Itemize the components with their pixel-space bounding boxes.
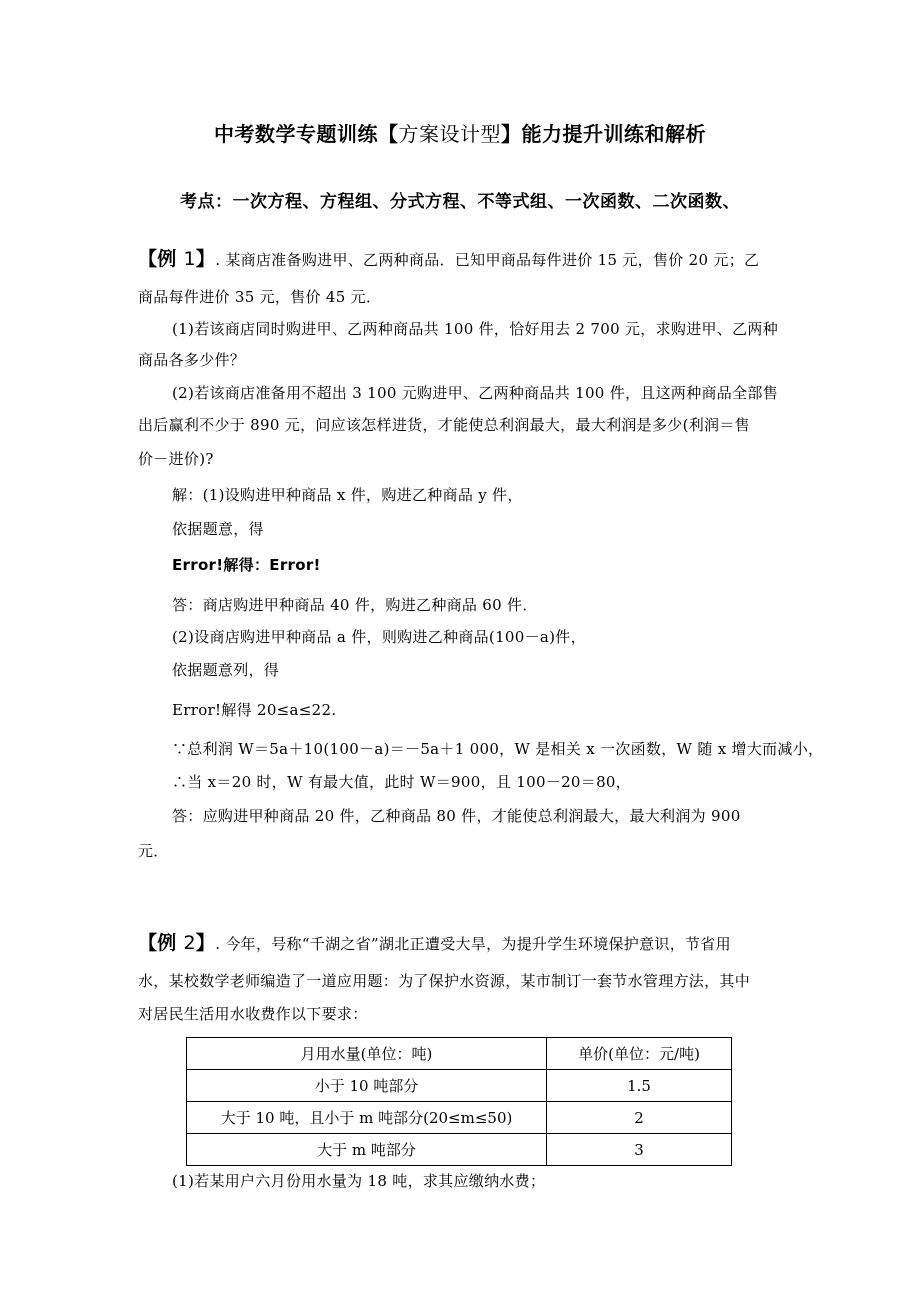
example1-label: 【例 1】: [138, 248, 216, 270]
example2-line-0: 【例 2】. 今年，号称“千湖之省”湖北正遭受大旱，为提升学生环境保护意识，节省用: [138, 932, 731, 954]
title-topic: 方案设计型: [398, 122, 501, 146]
example1-line-6: 价－进价)?: [138, 450, 214, 468]
example1-line-12: 依据题意列，得: [172, 661, 280, 679]
table-header: 单价(单位：元/吨): [547, 1038, 732, 1070]
example1-line-11: (2)设商店购进甲种商品 a 件，则购进乙种商品(100－a)件，: [172, 628, 586, 646]
example1-line-14: ∵总利润 W＝5a＋10(100－a)＝－5a＋1 000，W 是相关 x 一次函数，W 随 x 增大而减小，: [172, 740, 824, 758]
example1-line-5: 出后赢利不少于 890 元，问应该怎样进货，才能使总利润最大，最大利润是多少(利润＝售: [138, 416, 750, 434]
title-prefix: 中考数学专题训练【: [214, 122, 399, 146]
example1-line-2: (1)若该商店同时购进甲、乙两种商品共 100 件，恰好用去 2 700 元，求购进甲、乙两种: [172, 320, 778, 338]
example1-line-7: 解：(1)设购进甲种商品 x 件，购进乙种商品 y 件，: [172, 486, 523, 504]
example1-line-1: 商品每件进价 35 元，售价 45 元．: [138, 288, 382, 306]
table-cell: 小于 10 吨部分: [187, 1070, 547, 1102]
exam-points: 考点：一次方程、方程组、分式方程、不等式组、一次函数、二次函数、: [180, 192, 740, 212]
title-suffix: 】能力提升训练和解析: [501, 122, 706, 146]
example1-line-9: Error!解得：Error!: [172, 556, 321, 574]
example2-line-2: 对居民生活用水收费作以下要求：: [138, 1005, 368, 1023]
example2-line-1: 水，某校数学老师编造了一道应用题：为了保护水资源，某市制订一套节水管理方法，其中: [138, 972, 751, 990]
table-cell: 1.5: [547, 1070, 732, 1102]
example1-line-13: Error!解得 20≤a≤22.: [172, 701, 337, 719]
example1-line-3: 商品各多少件？: [138, 351, 246, 369]
table-header-row: [187, 1038, 732, 1070]
table-cell: 3: [547, 1134, 732, 1166]
table-row: [187, 1102, 732, 1134]
example1-line-0: 【例 1】. 某商店准备购进甲、乙两种商品．已知甲商品每件进价 15 元，售价 20 元；乙: [138, 248, 760, 270]
example2-label: 【例 2】: [138, 932, 216, 954]
table-cell: 大于 m 吨部分: [187, 1134, 547, 1166]
table-row: [187, 1070, 732, 1102]
page-title: [0, 120, 920, 148]
example2-line-3: (1)若某用户六月份用水量为 18 吨，求其应缴纳水费；: [172, 1172, 546, 1190]
example1-line-8: 依据题意，得: [172, 520, 264, 538]
example1-line-16: 答：应购进甲种商品 20 件，乙种商品 80 件，才能使总利润最大，最大利润为 900: [172, 807, 741, 825]
table-header: 月用水量(单位：吨): [187, 1038, 547, 1070]
table-cell: 大于 10 吨，且小于 m 吨部分(20≤m≤50): [187, 1102, 547, 1134]
example1-line-4: (2)若该商店准备用不超出 3 100 元购进甲、乙两种商品共 100 件，且这两种商品全部售: [172, 384, 778, 402]
water-fee-table: [186, 1037, 732, 1166]
example1-line-10: 答：商店购进甲种商品 40 件，购进乙种商品 60 件．: [172, 596, 538, 614]
table-row: [187, 1134, 732, 1166]
example1-line-15: ∴当 x＝20 时，W 有最大值，此时 W＝900，且 100－20＝80，: [172, 773, 632, 791]
table-cell: 2: [547, 1102, 732, 1134]
example1-line-17: 元．: [138, 842, 169, 860]
